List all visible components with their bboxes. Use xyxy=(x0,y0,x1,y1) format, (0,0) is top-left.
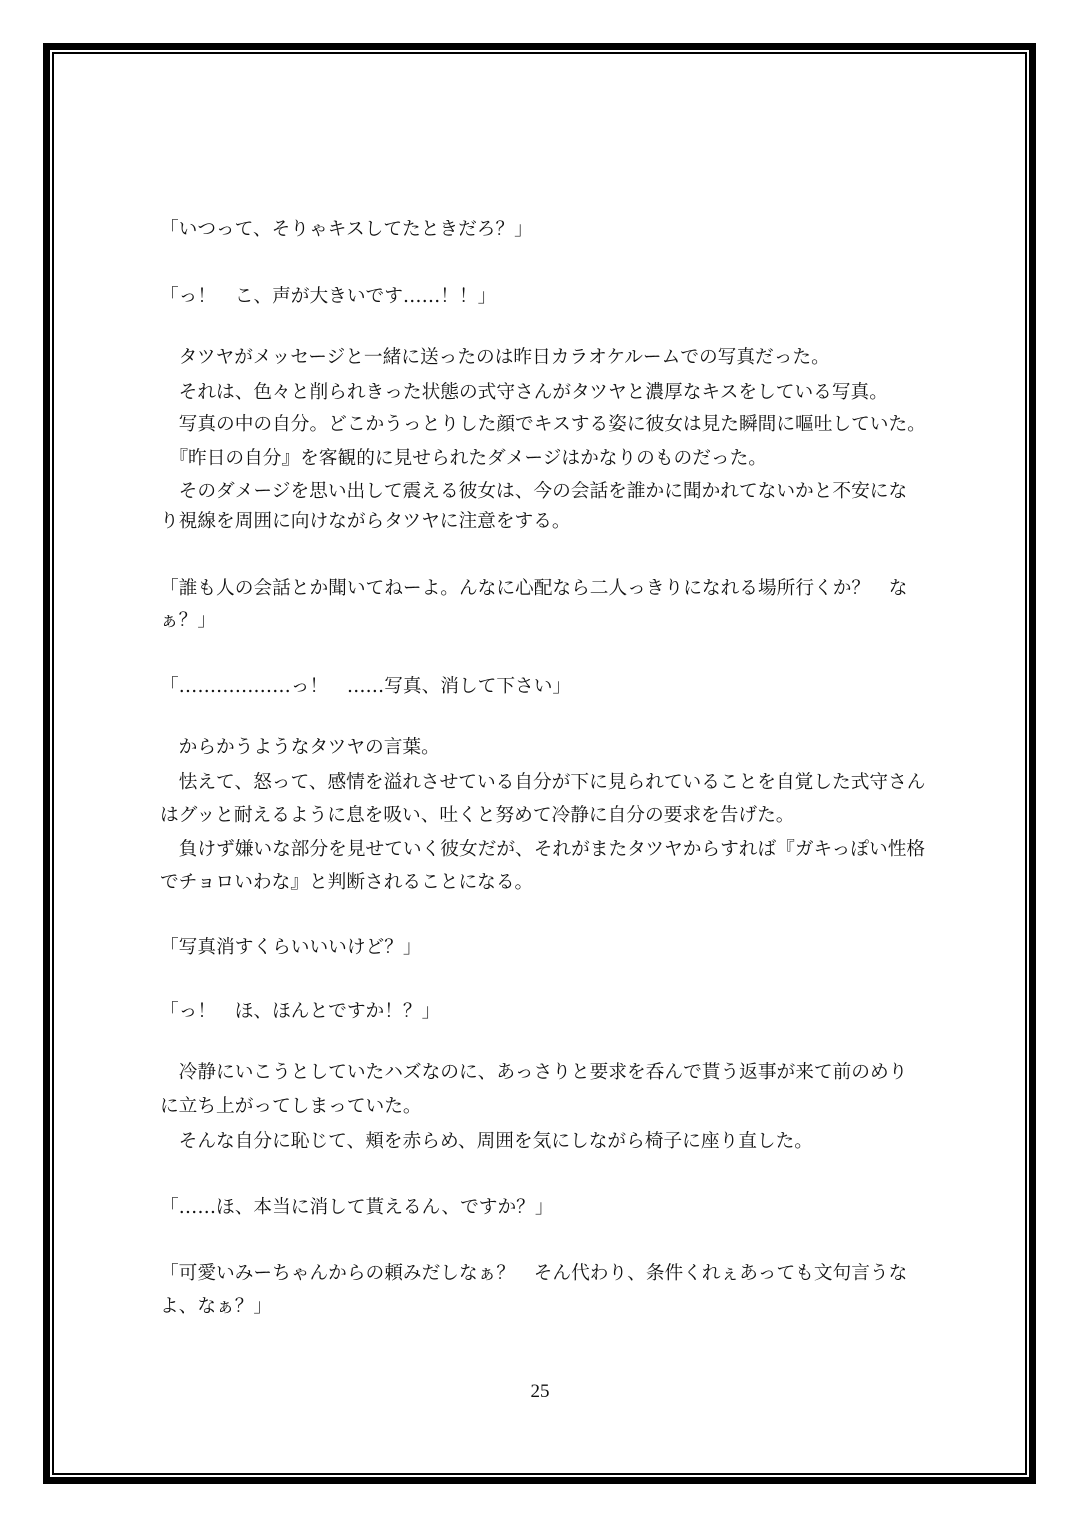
text-line: そのダメージを思い出して震える彼女は、今の会話を誰かに聞かれてないかと不安にな xyxy=(160,481,908,502)
text-line: 『昨日の自分』を客観的に見せられたダメージはかなりのものだった。 xyxy=(160,448,767,469)
text-line: 「……ほ、本当に消して貰えるん、ですか？」 xyxy=(160,1197,554,1218)
text-line: よ、なぁ？」 xyxy=(160,1296,273,1317)
text-line: そんな自分に恥じて、頬を赤らめ、周囲を気にしながら椅子に座り直した。 xyxy=(160,1131,813,1152)
text-line: 負けず嫌いな部分を見せていく彼女だが、それがまたタツヤからすれば『ガキっぽい性格 xyxy=(160,839,926,860)
text-line: ぁ？」 xyxy=(160,610,217,631)
text-line: はグッと耐えるように息を吸い、吐くと努めて冷静に自分の要求を告げた。 xyxy=(160,805,795,826)
text-line: でチョロいわな』と判断されることになる。 xyxy=(160,872,534,893)
text-line: 写真の中の自分。どこかうっとりした顔でキスする姿に彼女は見た瞬間に嘔吐していた。 xyxy=(160,414,926,435)
text-line: 「っ！ こ、声が大きいです……！！」 xyxy=(160,286,497,307)
text-line: 「っ！ ほ、ほんとですか！？」 xyxy=(160,1001,441,1022)
text-line: り視線を周囲に向けながらタツヤに注意をする。 xyxy=(160,511,571,532)
text-line: からかうようなタツヤの言葉。 xyxy=(160,737,440,758)
text-line: それは、色々と削られきった状態の式守さんがタツヤと濃厚なキスをしている写真。 xyxy=(160,382,888,403)
text-line: に立ち上がってしまっていた。 xyxy=(160,1096,422,1117)
text-line: 「いつって、そりゃキスしてたときだろ？」 xyxy=(160,219,533,240)
text-line: 冷静にいこうとしていたハズなのに、あっさりと要求を呑んで貰う返事が来て前のめり xyxy=(160,1062,908,1083)
page-number: 25 xyxy=(530,1381,550,1402)
text-line: 「誰も人の会話とか聞いてねーよ。んなに心配なら二人っきりになれる場所行くか？ な xyxy=(160,578,908,599)
text-line: 「………………っ！ ……写真、消して下さい」 xyxy=(160,676,572,697)
text-line: 「写真消すくらいいいけど？」 xyxy=(160,937,422,958)
text-line: タツヤがメッセージと一緒に送ったのは昨日カラオケルームでの写真だった。 xyxy=(160,347,830,368)
text-line: 怯えて、怒って、感情を溢れさせている自分が下に見られていることを自覚した式守さん xyxy=(160,772,926,793)
text-line: 「可愛いみーちゃんからの頼みだしなぁ？ そん代わり、条件くれぇあっても文句言うな xyxy=(160,1263,908,1284)
